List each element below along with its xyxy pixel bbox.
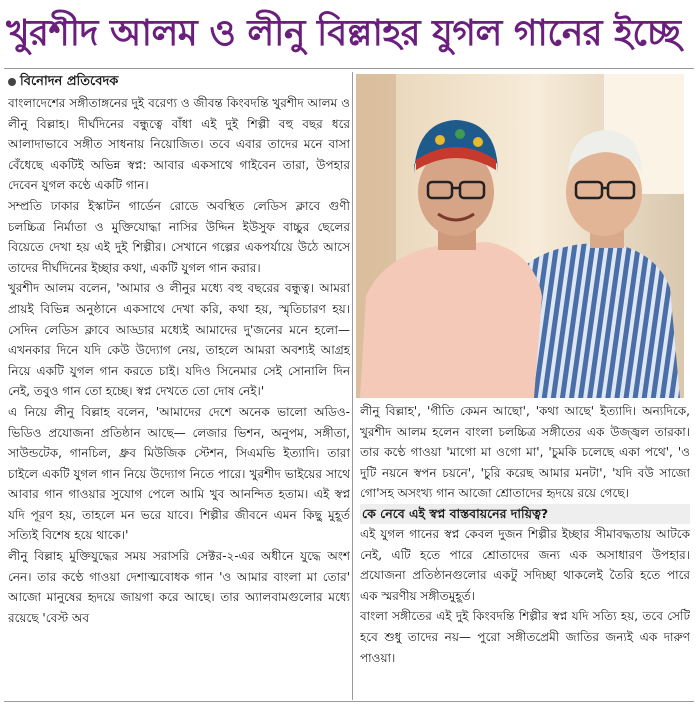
headline-rule xyxy=(4,68,694,69)
article-paragraph: এই যুগল গানের স্বপ্ন কেবল দুজন শিল্পীর ইচ্ছার সীমাবদ্ধতায় আটকে নেই, এটি হতে পারে শ্রোতাদের জন্য এক অসাধারণ উপহার। প্রযোজনা প্রতিষ্ঠানগুলোর একটু সদিচ্ছা থাকলেই তৈরি হতে পারে এক স্মরণীয় সঙ্গীতমুহূর্ত। xyxy=(360,526,690,603)
bullet-icon xyxy=(8,78,16,86)
article-paragraph: সম্প্রতি ঢাকার ইস্কাটন গার্ডেন রোডে অবস্থিত লেডিস ক্লাবে গুণী চলচ্চিত্র নির্মাতা ও মুক্তিযোদ্ধা নাসির উদ্দিন ইউসুফ বাচ্চুর ছেলের বিয়েতে দেখা হয় এই দুই শিল্পীর। সেখানে গল্পের একপর্যায়ে উঠে আসে তাদের দীর্ঘদিনের ইচ্ছার কথা, একটি যুগল গান করার। xyxy=(8,198,350,275)
headline: খুরশীদ আলম ও লীনু বিল্লাহর যুগল গানের ইচ্ছে xyxy=(6,13,681,54)
article-paragraph: খুরশীদ আলম বলেন, 'আমার ও লীনুর মধ্যে বহু বছরের বন্ধুত্ব। আমরা প্রায়ই বিভিন্ন অনুষ্ঠানে একসাথে দেখা করি, কথা হয়, স্মৃতিচারণ হয়। সেদিন লেডিস ক্লাবে আড্ডার মধ্যেই আমাদের দু'জনের মনে হলো— এখনকার দিনে যদি কেউ উদ্যোগ নেয়, তাহলে আমরা অবশ্যই আগ্রহ নিয়ে একটি যুগল গান করতে চাই। যদিও সিনেমার সেই সোনালি দিন নেই, তবুও গান তো হচ্ছে। স্বপ্ন দেখতে তো দোষ নেই।' xyxy=(8,281,350,399)
article-column-right xyxy=(360,401,690,701)
bottom-rule xyxy=(4,701,694,702)
article-paragraph: লীনু বিল্লাহ মুক্তিযুদ্ধের সময় সরাসরি সেক্টর-২-এর অধীনে যুদ্ধে অংশ নেন। তার কণ্ঠে গাওয়া দেশাত্মবোধক গান 'ও আমার বাংলা মা তোর' আজো মানুষের হৃদয়ে জায়গা করে আছে। তার অ্যালবামগুলোর মধ্যে রয়েছে 'বেস্ট অব xyxy=(8,549,350,625)
article-paragraph: লীনু বিল্লাহ', 'গীতি কেমন আছো', 'কথা আছে' ইত্যাদি। অন্যদিকে, খুরশীদ আলম হলেন বাংলা চলচ্চিত্র সঙ্গীতের এক উজ্জ্বল তারকা। তার কণ্ঠে গাওয়া 'মাগো মা ওগো মা', 'চুমকি চলেছে একা পথে', 'ও দুটি নয়নে স্বপন চয়নে', 'চুরি করেছ আমার মনটা', 'যদি বউ সাজো গো'সহ অসংখ্য গান আজো শ্রোতাদের হৃদয়ে রয়ে গেছে। xyxy=(360,404,690,501)
article-paragraph: এ নিয়ে লীনু বিল্লাহ বলেন, 'আমাদের দেশে অনেক ভালো অডিও-ভিডিও প্রযোজনা প্রতিষ্ঠান আছে— লেজার ভিশন, অনুপম, সঙ্গীতা, সাউন্ডটেক, গানচিল, ধ্রুব মিউজিক স্টেশন, সিএমভি ইত্যাদি। তারা চাইলে একটি যুগল গান নিয়ে উদ্যোগ নিতে পারে। খুরশীদ ভাইয়ের সাথে আবার গান গাওয়ার সুযোগ পেলে আমি খুব আনন্দিত হতাম। এই স্বপ্ন যদি পূরণ হয়, তাহলে মন ভরে যাবে। শিল্পীর জীবনে এমন কিছু মুহূর্ত সত্যিই বিশেষ হয়ে থাকে।' xyxy=(8,404,350,543)
section-subheading: কে নেবে এই স্বপ্ন বাস্তবায়নের দায়িত্ব? xyxy=(360,504,690,524)
article-column-left xyxy=(8,93,350,699)
article-paragraph: বাংলাদেশের সঙ্গীতাঙ্গনের দুই বরেণ্য ও জীবন্ত কিংবদন্তি খুরশীদ আলম ও লীনু বিল্লাহ। দীর্ঘদিনের বন্ধুত্বে বাঁধা এই দুই শিল্পী বহু বছর ধরে আলাদাভাবে সঙ্গীত সাধনায় নিয়োজিত। তবে এবার তাদের মনে বাসা বেঁধেছে একটিই অভিন্ন স্বপ্ন: আবার একসাথে গাইবেন তারা, উপহার দেবেন যুগল কণ্ঠে একটি গান। xyxy=(8,96,350,193)
column-divider xyxy=(352,72,353,700)
article-photo xyxy=(356,74,684,398)
byline xyxy=(8,73,118,91)
article-paragraph: বাংলা সঙ্গীতের এই দুই কিংবদন্তি শিল্পীর স্বপ্ন যদি সত্যি হয়, তবে সেটি হবে শুধু তাদের নয়— পুরো সঙ্গীতপ্রেমী জাতির জন্যই এক দারুণ পাওয়া। xyxy=(360,609,690,665)
photo-illustration xyxy=(356,74,684,398)
byline-text: বিনোদন প্রতিবেদক xyxy=(20,74,119,89)
